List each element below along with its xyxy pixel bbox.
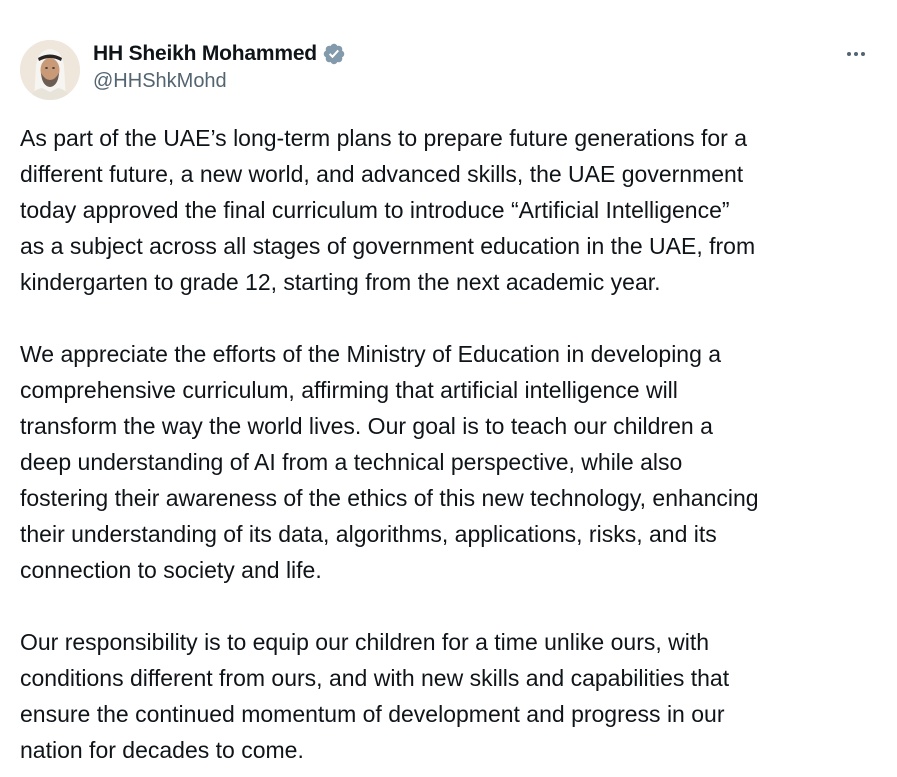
post-paragraph-3: Our responsibility is to equip our children for a time unlike ours, with conditions different from ours, and with new skills and capabilities that ensure the continued momentum of development and progress in our nation for decades to come. xyxy=(20,629,730,763)
more-options-button[interactable] xyxy=(839,40,873,68)
author-display-name[interactable]: HH Sheikh Mohammed xyxy=(93,42,317,65)
avatar-portrait xyxy=(20,40,80,100)
post-text xyxy=(20,120,885,768)
verified-badge-icon[interactable] xyxy=(322,42,346,66)
more-horizontal-icon xyxy=(844,42,868,66)
post-paragraph-2: We appreciate the efforts of the Ministry of Education in developing a comprehensive curriculum, affirming that artificial intelligence will transform the way the world lives. Our goal is to teach our children a deep understanding of AI from a technical perspective, while also fostering their awareness of the ethics of this new technology, enhancing their understanding of its data, algorithms, applications, risks, and its connection to society and life. xyxy=(20,341,759,583)
post-paragraph-1: As part of the UAE’s long-term plans to prepare future generations for a different future, a new world, and advanced skills, the UAE government today approved the final curriculum to introduce “Artificial Intelligence” as a subject across all stages of government education in the UAE, from kindergarten to grade 12, starting from the next academic year. xyxy=(20,125,756,295)
post-author xyxy=(93,40,346,93)
author-handle[interactable]: @HHShkMohd xyxy=(93,70,227,92)
avatar[interactable] xyxy=(20,40,80,100)
author-name-row xyxy=(93,40,346,68)
